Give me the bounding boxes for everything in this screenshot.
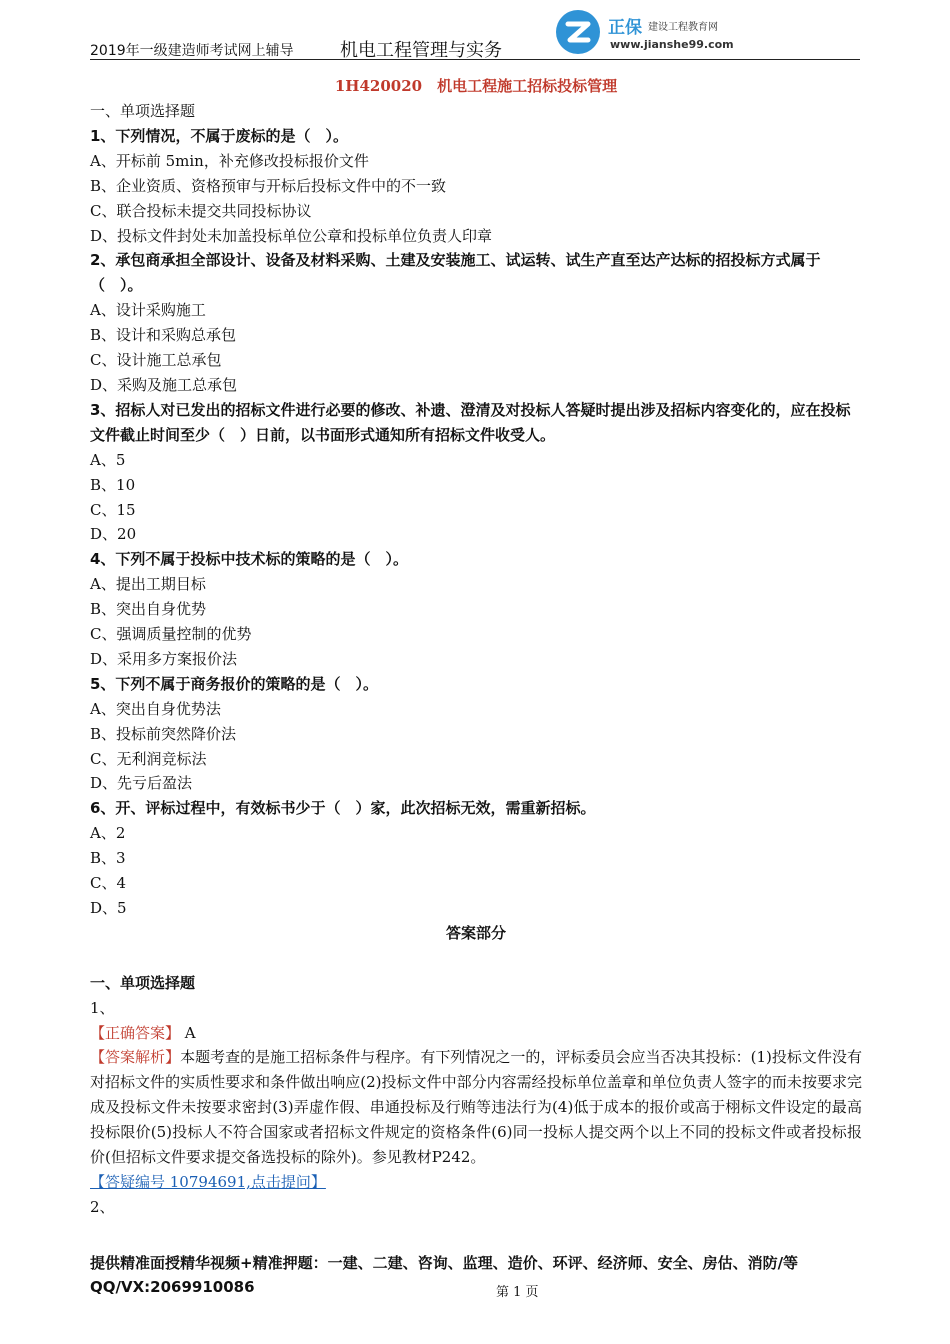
document-body — [90, 74, 862, 1220]
option-d: D、投标文件封处未加盖投标单位公章和投标单位负责人印章 — [90, 226, 493, 245]
option-a: A、5 — [90, 450, 126, 469]
page-number: 第 1 页 — [496, 1285, 539, 1300]
correct-answer-value: A — [184, 1023, 196, 1042]
option-b: B、企业资质、资格预审与开标后投标文件中的不一致 — [90, 176, 447, 195]
logo-subtitle: 建设工程教育网 — [648, 22, 718, 33]
option-a: A、开标前 5min，补充修改投标报价文件 — [90, 151, 369, 170]
option-d: D、先亏后盈法 — [90, 774, 193, 793]
option-a: A、提出工期目标 — [90, 575, 206, 594]
question-5 — [90, 672, 862, 797]
option-a: A、2 — [90, 824, 126, 843]
question-text: 2、承包商承担全部设计、设备及材料采购、土建及安装施工、试运转、试生产直至达产达标的招投标方式属于（ ）。 — [90, 251, 821, 295]
option-c: C、4 — [90, 874, 127, 893]
question-6 — [90, 796, 862, 921]
analysis-label: 【答案解析】 — [90, 1048, 181, 1067]
option-b: B、10 — [90, 475, 136, 494]
question-text: 5、下列不属于商务报价的策略的是（ ）。 — [90, 674, 378, 693]
answer-analysis — [90, 1045, 862, 1170]
option-a: A、设计采购施工 — [90, 301, 206, 320]
question-text: 1、下列情况，不属于废标的是（ ）。 — [90, 126, 348, 145]
question-3 — [90, 398, 862, 547]
section-heading: 一、单项选择题 — [90, 102, 196, 120]
option-d: D、采购及施工总承包 — [90, 375, 238, 394]
question-2 — [90, 248, 862, 397]
option-c: C、设计施工总承包 — [90, 351, 222, 370]
page-header — [90, 0, 860, 62]
option-c: C、联合投标未提交共同投标协议 — [90, 201, 312, 220]
option-b: B、设计和采购总承包 — [90, 326, 237, 345]
question-text: 6、开、评标过程中，有效标书少于（ ）家，此次招标无效，需重新招标。 — [90, 799, 596, 818]
question-4 — [90, 547, 862, 672]
footer-contact: QQ/VX:2069910086 — [90, 1278, 255, 1296]
option-c: C、15 — [90, 500, 136, 519]
doc-title: 1H420020 机电工程施工招标投标管理 — [334, 77, 618, 95]
question-text: 3、招标人对已发出的招标文件进行必要的修改、补遗、澄清及对投标人答疑时提出涉及招标内容变化的，应在投标文件截止时间至少（ ）日前，以书面形式通知所有招标文件收受人。 — [90, 400, 851, 444]
logo-mark-icon — [556, 10, 600, 54]
footer-promo: 提供精准面授精华视频+精准押题：一建、二建、咨询、监理、造价、环评、经济师、安全、房估、消防/等 — [90, 1254, 799, 1272]
spacer — [90, 946, 862, 971]
subject-name: 机电工程管理与实务 — [340, 40, 502, 61]
correct-answer-label: 【正确答案】 — [90, 1023, 181, 1042]
question-1 — [90, 124, 862, 249]
option-d: D、采用多方案报价法 — [90, 649, 238, 668]
logo-url: www.jianshe99.com — [610, 38, 734, 51]
analysis-text: 本题考查的是施工招标条件与程序。有下列情况之一的，评标委员会应当否决其投标：(1)投标文件没有对招标文件的实质性要求和条件做出响应(2)投标文件中部分内容需经投标单位盖章和单位负责人签字的而未按要求完成及投标文件未按要求密封(3)弄虚作假、串通投标及行贿等违法行为(4)低于成本的报价或高于栩标文件设定的最高投标限价(5)投标人不符合国家或者招标文件规定的资格条件(6)同一投标人提交两个以上不同的投标文件或者投标报价(但招标文件要求提交备选投标的除外)。参见教材P242。 — [90, 1048, 862, 1167]
question-text: 4、下列不属于投标中技术标的策略的是（ ）。 — [90, 550, 408, 569]
exam-name: 2019年一级建造师考试网上辅导 — [90, 43, 294, 59]
option-b: B、突出自身优势 — [90, 600, 207, 619]
answers-heading: 答案部分 — [445, 923, 506, 942]
site-logo[interactable] — [556, 8, 756, 56]
option-a: A、突出自身优势法 — [90, 699, 221, 718]
option-d: D、20 — [90, 525, 137, 544]
qa-link[interactable]: 【答疑编号 10794691,点击提问】 — [90, 1172, 326, 1191]
option-b: B、投标前突然降价法 — [90, 724, 237, 743]
option-b: B、3 — [90, 849, 126, 868]
answers-section-heading: 一、单项选择题 — [90, 973, 196, 992]
option-c: C、无利润竞标法 — [90, 749, 207, 768]
answer-number: 1、 — [90, 998, 115, 1017]
logo-brand: 正保 — [608, 18, 642, 38]
option-c: C、强调质量控制的优势 — [90, 625, 252, 644]
header-divider — [90, 59, 860, 60]
correct-answer — [90, 1021, 862, 1046]
answer-number: 2、 — [90, 1197, 115, 1216]
option-d: D、5 — [90, 899, 127, 917]
